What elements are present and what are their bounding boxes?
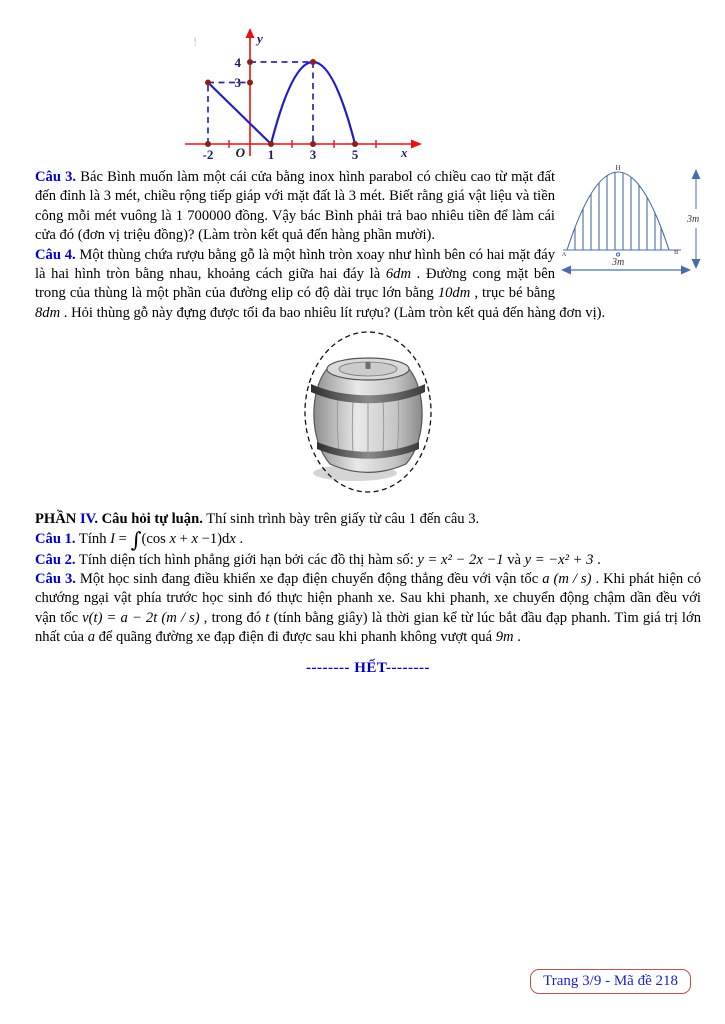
x-tick-neg2: -2	[202, 147, 214, 162]
section-part-numeral: IV	[80, 511, 95, 528]
question-4-label: Câu 4.	[35, 246, 76, 263]
essay-q3-label: Câu 3.	[35, 571, 76, 588]
essay-q3-math-t: t	[265, 609, 270, 626]
section-part-word: PHẦN	[35, 511, 80, 528]
section-part-instructions: Thí sinh trình bày trên giấy từ câu 1 đến câu 3.	[202, 511, 480, 528]
essay-question-2	[35, 551, 701, 570]
essay-q1-x3: x	[229, 530, 236, 547]
x-axis-label: x	[401, 145, 408, 160]
stray-mark: !	[193, 34, 198, 49]
door-parabola-figure	[561, 162, 701, 287]
x-tick-1: 1	[267, 147, 275, 162]
essay-q1-text: Tính	[75, 530, 111, 547]
question-4-text-1: Một thùng chứa rượu bằng gỗ là một hình tròn xoay như hình bên có hai mặt đáy là hai hình tròn bằng nhau, khoảng cách giữa hai đáy là	[35, 246, 555, 283]
essay-q2-label: Câu 2.	[35, 551, 76, 568]
essay-q1-x2: x	[191, 530, 198, 547]
essay-question-1	[35, 527, 701, 552]
essay-q1-label: Câu 1.	[35, 530, 76, 547]
essay-q1-tail: −1)d	[197, 530, 230, 547]
y-tick-4: 4	[234, 55, 241, 70]
question-3-text: Bác Bình muốn làm một cái cửa bằng inox hình parabol có chiều cao từ mặt đất đến đỉnh là 3 mét, chiều rộng tiếp giáp với mặt đất là 3 mét. Biết rằng giá vật liệu và tiền công mỗi mét vuông là 1 700000 đồng. Vậy bác Bình phải trả bao nhiêu tiền để làm cái cửa đó (đơn vị triệu đồng)? (Làm tròn kết quả đến hàng phần mười).	[35, 169, 556, 244]
parabola-graph	[175, 26, 425, 166]
door-height-label: 3m	[687, 214, 700, 225]
question-4-text-2: . Đường cong mặt bên trong của thùng là một phần của đường elip có độ dài trục lớn bằng	[35, 266, 555, 302]
essay-q2-formula-2: y = −x² + 3	[524, 551, 594, 568]
question-4-text-3: , trục bé bằng	[470, 285, 555, 302]
barrel-figure	[293, 327, 443, 497]
door-vertex-label: H	[615, 164, 621, 172]
line-segment	[208, 83, 271, 145]
question-4-math-8dm: 8dm	[35, 304, 61, 321]
question-4-text-4: . Hỏi thùng gỗ này đựng được tối đa bao nhiêu lít rượu? (Làm tròn kết quả đến hàng đơn vị).	[60, 304, 606, 321]
x-tick-3: 3	[309, 147, 317, 162]
door-right-label: B	[674, 249, 679, 256]
essay-q3-text-5: để quãng đường xe đạp điện đi được sau khi phanh không vượt quá	[94, 629, 496, 646]
essay-q1-period: .	[235, 530, 244, 547]
question-3-label: Câu 3.	[35, 169, 77, 185]
essay-q1-plus: +	[175, 530, 192, 547]
essay-q3-math-9m: 9m	[495, 629, 514, 646]
y-tick-3: 3	[234, 75, 241, 90]
essay-q2-formula-1: y = x² − 2x −1	[417, 551, 504, 568]
section-part-subtitle: Câu hỏi tự luận.	[101, 511, 203, 528]
section-part-dot: .	[94, 511, 102, 528]
door-width-label: 3m	[612, 257, 625, 268]
function-graph-figure	[175, 26, 425, 166]
essay-q3-math-a2: a	[87, 629, 95, 646]
essay-q3-text-3: , trong đó	[199, 609, 266, 626]
barrel-image-wrap	[35, 327, 701, 502]
door-left-label: A	[561, 251, 567, 258]
y-axis-arrow	[246, 28, 255, 38]
x-axis-arrow	[411, 140, 422, 149]
essay-q1-equals: =	[115, 530, 131, 547]
essay-q2-text: Tính diện tích hình phẳng giới hạn bởi các đồ thị hàm số:	[75, 551, 418, 568]
question-4-math-10dm: 10dm	[437, 285, 471, 302]
question-4-math-6dm: 6dm	[385, 266, 412, 283]
x-tick-5: 5	[351, 147, 359, 162]
origin-label: O	[235, 145, 245, 160]
essay-q1-var-I: I	[110, 530, 116, 547]
essay-question-3	[35, 570, 701, 648]
end-marker: -------- HẾT--------	[306, 659, 430, 676]
essay-q3-text-2: . Khi phát hiện có chướng ngại vật phía trước học sinh đó thực hiện phanh xe. Sau khi phanh, xe chuyển động chậm dần đều với vận tốc	[35, 571, 701, 626]
essay-q3-math-a: a (m / s)	[542, 571, 592, 588]
essay-q3-period: .	[513, 629, 521, 646]
essay-q2-period: .	[593, 551, 601, 568]
essay-q3-math-vt: v(t) = a − 2t (m / s)	[82, 609, 200, 626]
essay-q3-text-4: (tính bằng giây) là thời gian kể từ lúc bắt đầu đạp phanh. Tìm giá trị lớn nhất của	[35, 609, 701, 646]
essay-q1-cos: (cos	[141, 530, 170, 547]
essay-q1-x1: x	[169, 530, 176, 547]
y-axis-label: y	[257, 31, 263, 46]
integral-symbol: ∫	[130, 527, 142, 552]
door-parabola-svg	[561, 162, 701, 287]
essay-q2-and: và	[503, 551, 525, 568]
page-footer-badge: Trang 3/9 - Mã đề 218	[530, 969, 691, 994]
essay-q3-text-1: Một học sinh đang điều khiển xe đạp điện chuyển động thẳng đều với vận tốc	[75, 571, 543, 588]
